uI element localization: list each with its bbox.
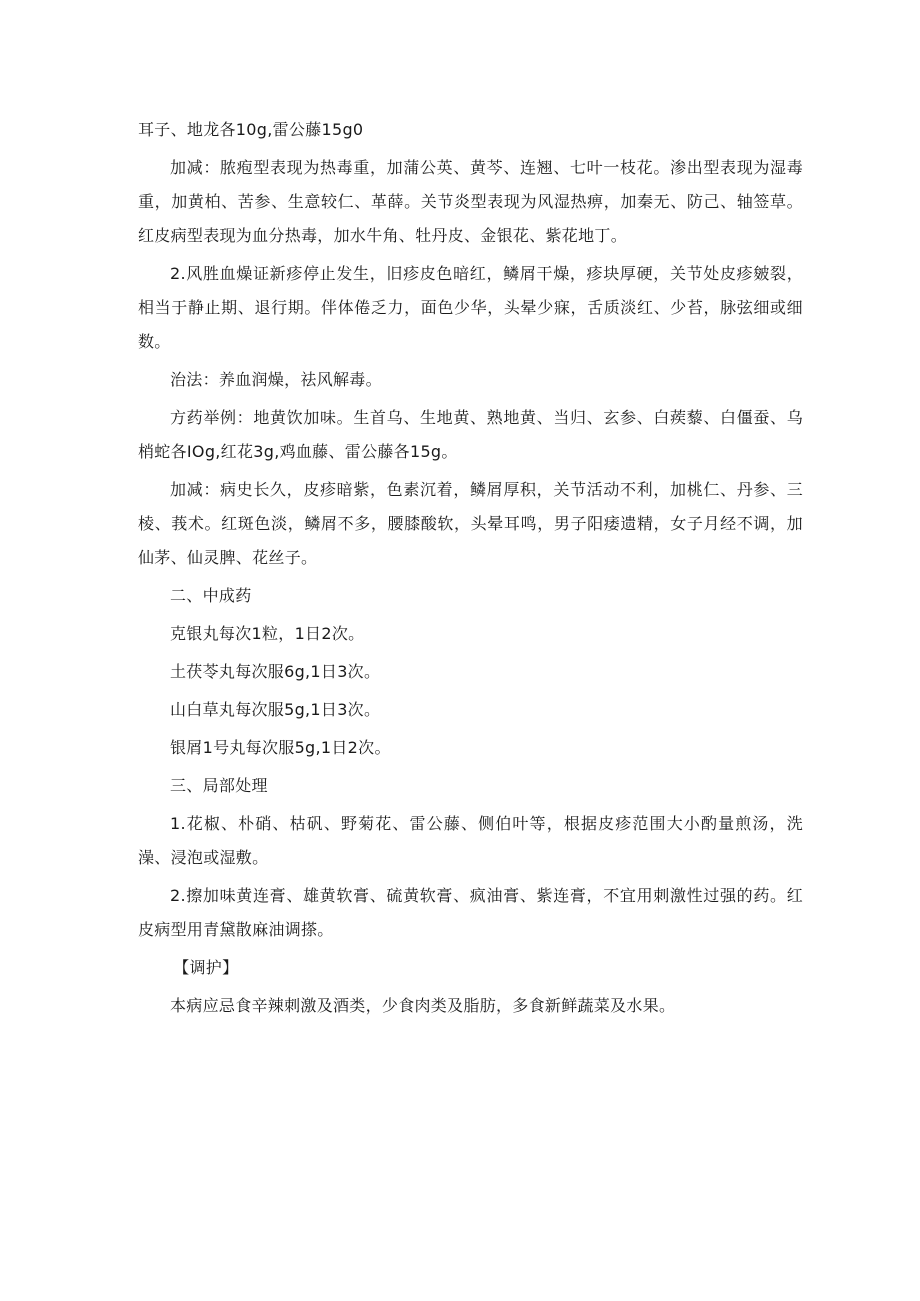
list-item-patent-medicine: 土茯苓丸每次服6g,1日3次。 — [170, 662, 381, 681]
paragraph-syndrome-2: 2.风胜血燥证新疹停止发生，旧疹皮色暗红，鳞屑干燥，疹块厚硬，关节处皮疹皴裂，相当于静止期、退行期。伴体倦乏力，面色少华，头晕少寐，舌质淡红、少苔，脉弦细或细数。 — [138, 264, 803, 351]
paragraph-treatment-method: 治法：养血润燥，祛风解毒。 — [170, 370, 382, 389]
paragraph-local-treatment-1: 1.花椒、朴硝、枯矾、野菊花、雷公藤、侧伯叶等，根据皮疹范围大小酌量煎汤，洗澡、浸泡或湿敷。 — [138, 814, 803, 867]
section-heading-care: 【调护】 — [173, 958, 239, 977]
paragraph-prescription-example: 方药举例：地黄饮加味。生首乌、生地黄、熟地黄、当归、玄参、白蒺藜、白僵蚕、乌梢蛇各IOg,红花3g,鸡血藤、雷公藤各15g。 — [138, 408, 803, 461]
paragraph-care: 本病应忌食辛辣刺激及酒类，少食肉类及脂肪，多食新鲜蔬菜及水果。 — [170, 996, 676, 1015]
list-item-patent-medicine: 银屑1号丸每次服5g,1日2次。 — [170, 738, 391, 757]
document-body — [138, 113, 803, 1027]
section-heading-patent-medicine: 二、中成药 — [170, 586, 252, 605]
paragraph-continuation: 耳子、地龙各10g,雷公藤15g0 — [138, 120, 364, 139]
paragraph-modifications-1: 加减：脓疱型表现为热毒重，加蒲公英、黄芩、连翘、七叶一枝花。渗出型表现为湿毒重，加黄柏、苦参、生意较仁、革薛。关节炎型表现为风湿热痹，加秦无、防己、轴签草。红皮病型表现为血分热毒，加水牛角、牡丹皮、金银花、紫花地丁。 — [138, 158, 803, 245]
paragraph-local-treatment-2: 2.擦加味黄连膏、雄黄软膏、硫黄软膏、疯油膏、紫连膏，不宜用刺激性过强的药。红皮病型用青黛散麻油调搽。 — [138, 886, 803, 939]
list-item-patent-medicine: 克银丸每次1粒，1日2次。 — [170, 624, 365, 643]
list-item-patent-medicine: 山白草丸每次服5g,1日3次。 — [170, 700, 381, 719]
section-heading-local-treatment: 三、局部处理 — [170, 776, 268, 795]
paragraph-modifications-2: 加减：病史长久，皮疹暗紫，色素沉着，鳞屑厚积，关节活动不利，加桃仁、丹参、三棱、莪术。红斑色淡，鳞屑不多，腰膝酸软，头晕耳鸣，男子阳痿遗精，女子月经不调，加仙茅、仙灵脾、花丝子。 — [138, 480, 803, 567]
